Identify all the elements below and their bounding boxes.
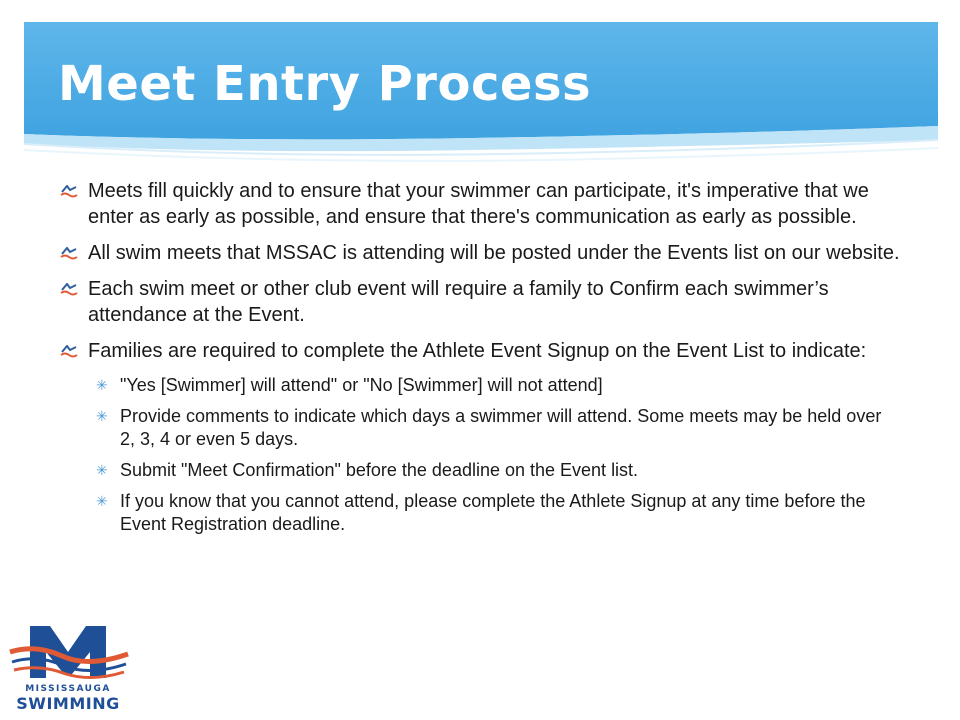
title-banner [24,22,938,162]
bullet-text: Meets fill quickly and to ensure that your swimmer can participate, it's imperative that we enter as early as possible, and ensure that there's communication as early as possible. [88,180,869,228]
bullet-text: All swim meets that MSSAC is attending will be posted under the Events list on our website. [88,242,900,264]
sub-bullet-item [90,374,900,397]
sub-bullet-item [90,459,900,482]
logo-text-top: MISSISSAUGA [25,684,111,694]
bullet-item [60,178,900,230]
bullet-item [60,338,900,364]
slide-content [60,178,900,544]
asterisk-icon: ✳ [96,408,108,424]
bullet-text: Families are required to complete the Athlete Event Signup on the Event List to indicate: [88,340,867,362]
sub-bullet-text: "Yes [Swimmer] will attend" or "No [Swimmer] will not attend] [120,375,603,395]
bullet-swimmer-icon [60,345,78,359]
slide-title: Meet Entry Process [58,56,592,112]
bullet-swimmer-icon [60,247,78,261]
logo-text-bottom: SWIMMING [16,694,120,713]
bullet-text: Each swim meet or other club event will require a family to Confirm each swimmer’s attendance at the Event. [88,278,829,326]
sub-bullet-item [90,490,900,536]
sub-bullet-item [90,405,900,451]
sub-bullet-text: Provide comments to indicate which days a swimmer will attend. Some meets may be held over 2, 3, 4 or even 5 days. [120,406,882,449]
asterisk-icon: ✳ [96,462,108,478]
asterisk-icon: ✳ [96,377,108,393]
bullet-swimmer-icon [60,185,78,199]
bullet-item [60,276,900,328]
bullet-swimmer-icon [60,283,78,297]
bullet-item [60,240,900,266]
asterisk-icon: ✳ [96,493,108,509]
sub-bullet-text: If you know that you cannot attend, please complete the Athlete Signup at any time before the Event Registration deadline. [120,491,866,534]
sub-bullet-text: Submit "Meet Confirmation" before the deadline on the Event list. [120,460,639,480]
